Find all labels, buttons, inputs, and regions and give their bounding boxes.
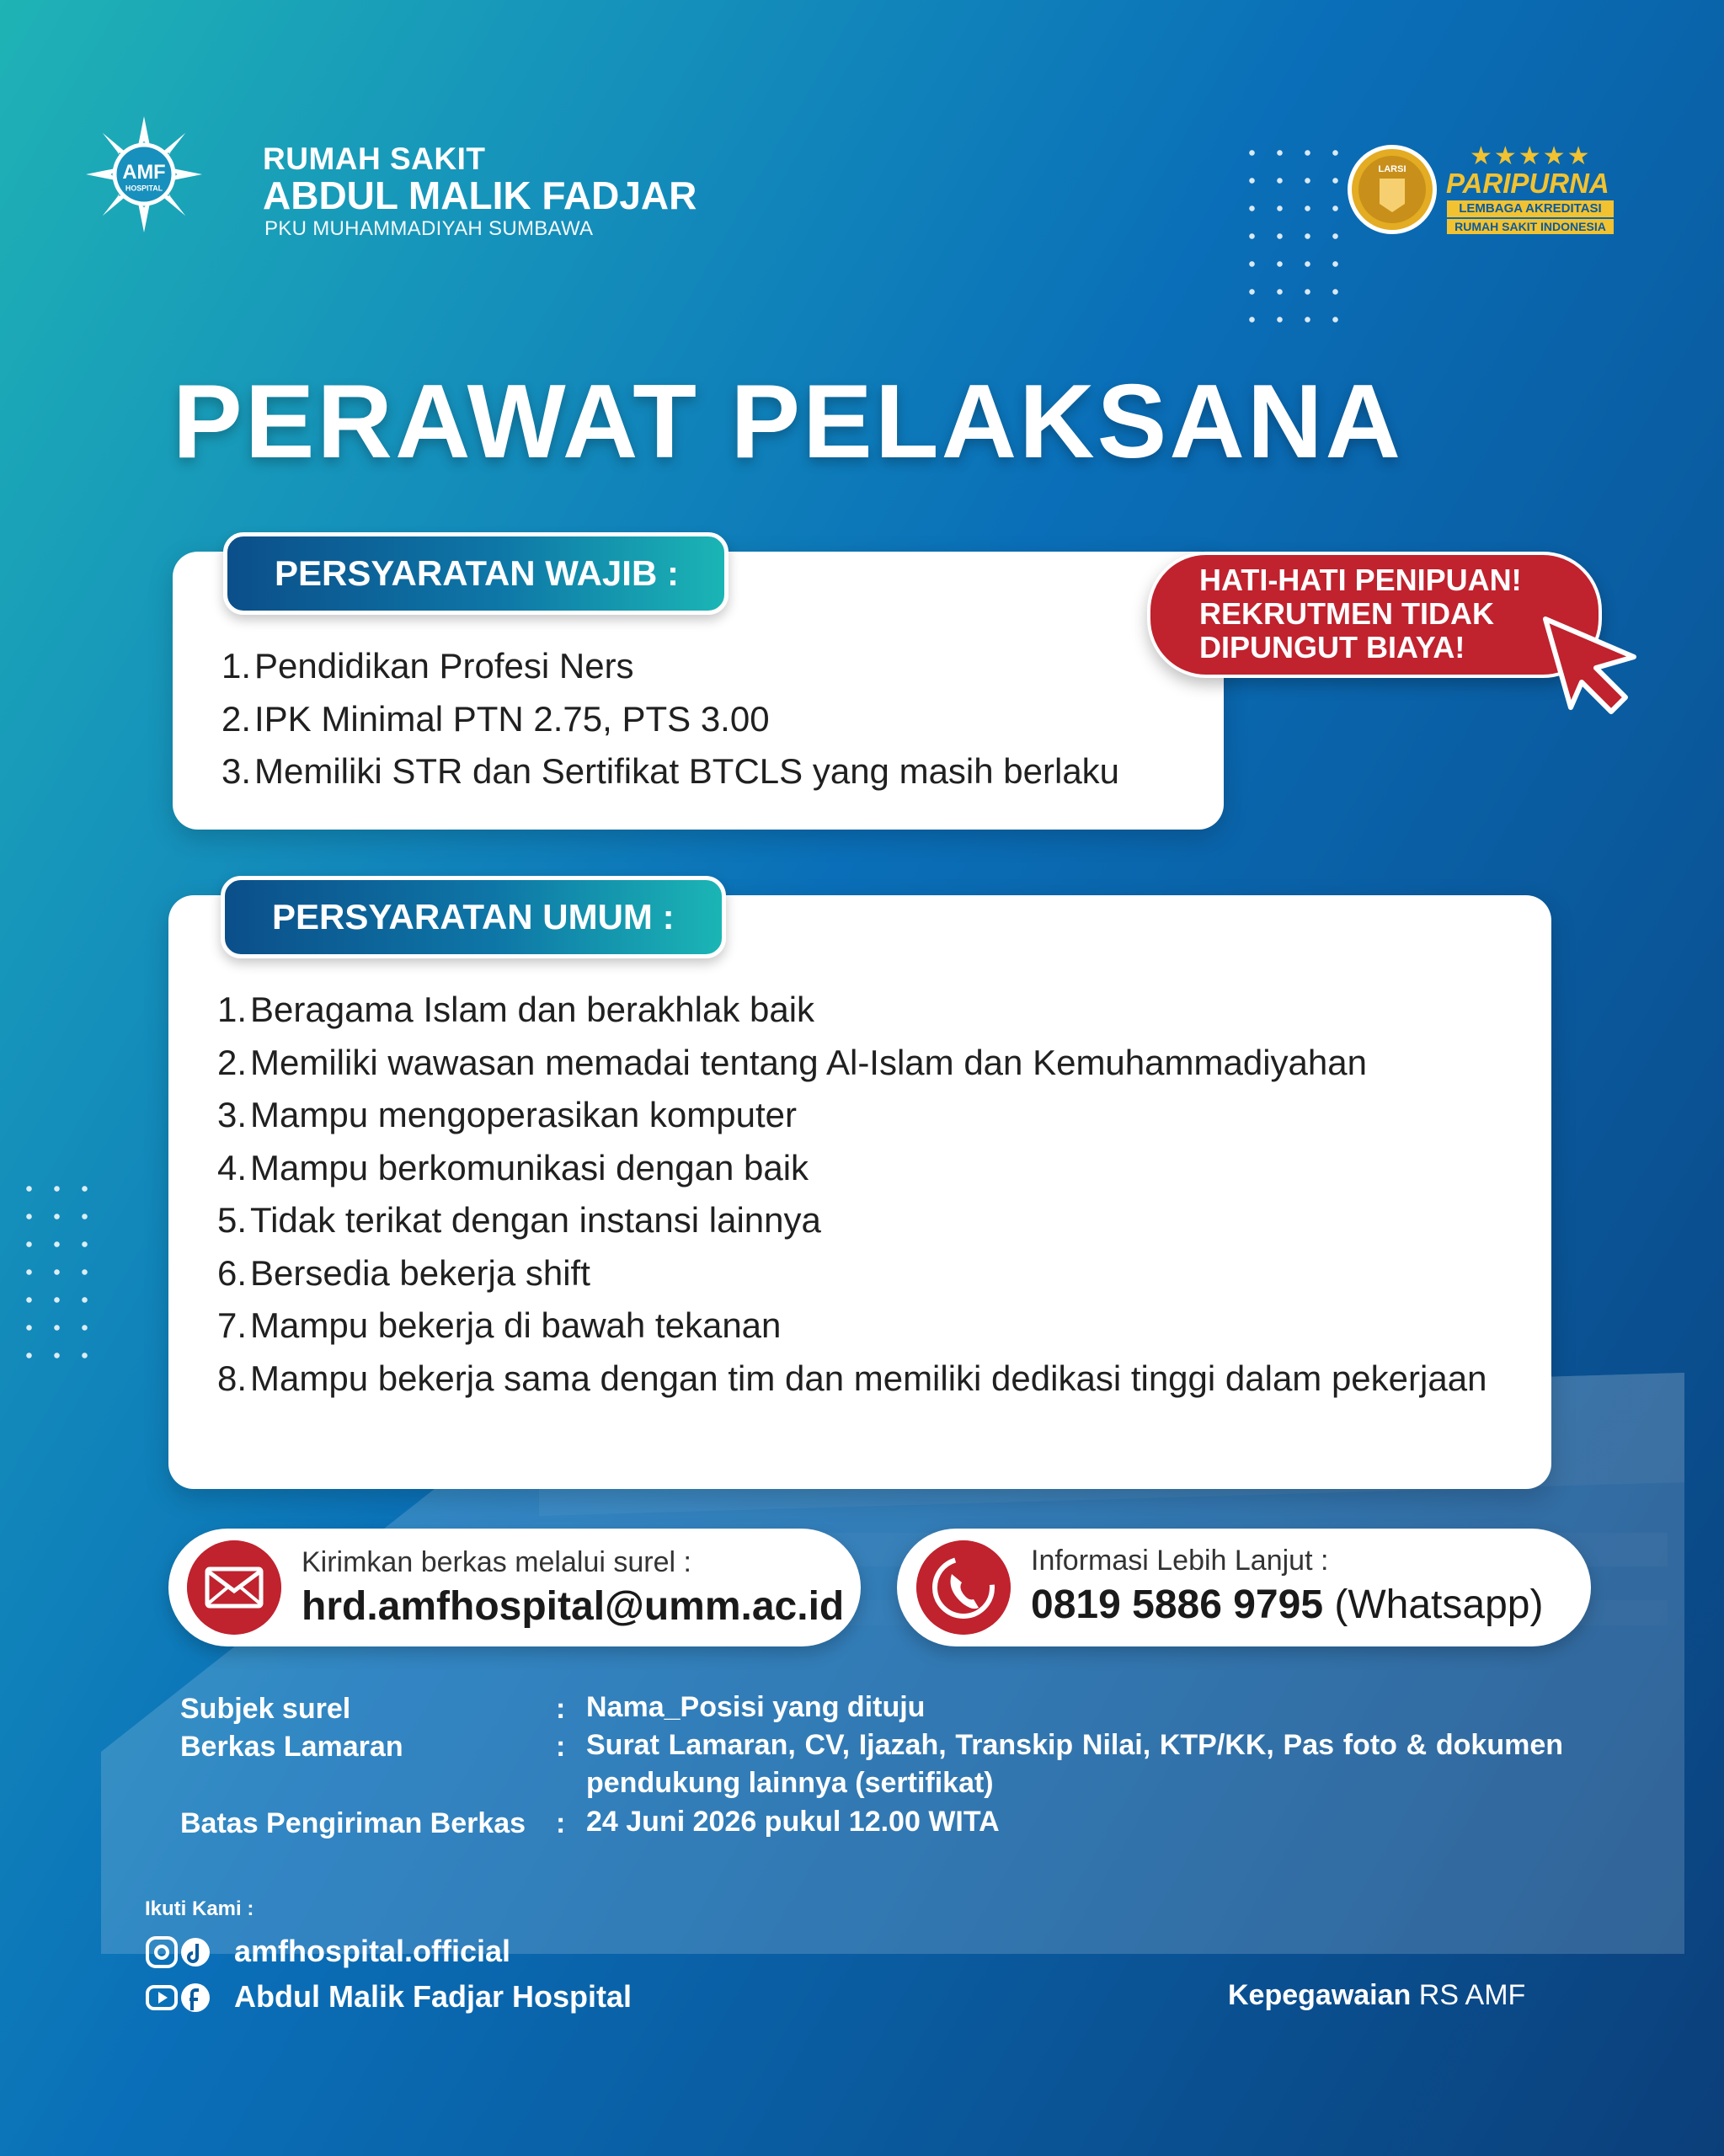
accreditation-subtitle2: RUMAH SAKIT INDONESIA	[1447, 219, 1614, 234]
list-item: 2. Memiliki wawasan memadai tentang Al-Islam dan Kemuhammadiyahan	[216, 1042, 1367, 1082]
umum-list	[173, 984, 1545, 1405]
hospital-name-line3: PKU MUHAMMADIYAH SUMBAWA	[264, 217, 594, 240]
list-item: 6. Bersedia bekerja shift	[216, 1252, 590, 1293]
list-item: 2. IPK Minimal PTN 2.75, PTS 3.00	[221, 698, 770, 739]
page-title: PERAWAT PELAKSANA	[173, 364, 1404, 480]
phone-label: Informasi Lebih Lanjut :	[1031, 1545, 1329, 1577]
list-item: 7. Mampu bekerja di bawah tekanan	[216, 1305, 782, 1345]
accreditation-subtitle1: LEMBAGA AKREDITASI	[1447, 200, 1614, 217]
wajib-heading: PERSYARATAN WAJIB :	[223, 532, 729, 615]
list-item: 4. Mampu berkomunikasi dengan baik	[216, 1147, 809, 1187]
instagram-icon	[147, 1938, 176, 1967]
department-signature: Kepegawaian RS AMF	[1228, 1979, 1526, 2011]
instagram-tiktok-icons	[145, 1935, 212, 1969]
social-youtube-facebook-name[interactable]: Abdul Malik Fadjar Hospital	[234, 1979, 632, 2014]
warning-text: HATI-HATI PENIPUAN! REKRUTMEN TIDAK DIPUNGUT BIAYA!	[1199, 563, 1522, 664]
list-item: 8. Mampu bekerja sama dengan tim dan memiliki dedikasi tinggi dalam pekerjaan	[216, 1358, 1487, 1398]
list-item: 3. Mampu mengoperasikan komputer	[216, 1095, 797, 1134]
dots-decoration-top	[1238, 139, 1349, 341]
logo-subtext: HOSPITAL	[125, 184, 163, 193]
accreditation-stars: ★★★★★	[1470, 142, 1592, 170]
phone-number[interactable]: 0819 5886 9795 (Whatsapp)	[1031, 1582, 1544, 1627]
detail-colon: :	[556, 1807, 566, 1839]
detail-label-deadline: Batas Pengiriman Berkas	[180, 1807, 526, 1839]
detail-label-files: Berkas Lamaran	[180, 1731, 403, 1763]
cursor-arrow-icon	[1537, 611, 1642, 716]
detail-colon: :	[556, 1693, 566, 1725]
list-item: 5. Tidak terikat dengan instansi lainnya	[216, 1200, 821, 1240]
hospital-logo-icon	[86, 116, 202, 232]
wajib-list	[177, 640, 1213, 798]
detail-label-subject: Subjek surel	[180, 1693, 351, 1725]
larsi-badge-icon	[1346, 143, 1438, 236]
accreditation-title: PARIPURNA	[1446, 168, 1609, 199]
larsi-badge-text: LARSI	[1378, 164, 1406, 174]
detail-value-subject: Nama_Posisi yang dituju	[586, 1691, 926, 1723]
logo-text: AMF	[122, 161, 166, 184]
list-item: 1. Pendidikan Profesi Ners	[221, 646, 634, 686]
email-label: Kirimkan berkas melalui surel :	[302, 1546, 691, 1578]
umum-heading: PERSYARATAN UMUM :	[221, 876, 726, 958]
list-item: 1. Beragama Islam dan berakhlak baik	[216, 990, 815, 1029]
detail-value-deadline: 24 Juni 2026 pukul 12.00 WITA	[586, 1806, 1000, 1838]
social-instagram-handle[interactable]: amfhospital.official	[234, 1934, 511, 1968]
detail-colon: :	[556, 1731, 566, 1763]
follow-label: Ikuti Kami :	[145, 1897, 254, 1920]
youtube-facebook-icons	[145, 1981, 212, 2015]
hospital-name-line2: ABDUL MALIK FADJAR	[263, 173, 697, 217]
dots-decoration-left	[15, 1175, 99, 1377]
phone-icon	[916, 1540, 1011, 1635]
list-item: 3. Memiliki STR dan Sertifikat BTCLS yang masih berlaku	[221, 751, 1120, 791]
hospital-name-line1: RUMAH SAKIT	[263, 141, 486, 176]
email-address[interactable]: hrd.amfhospital@umm.ac.id	[302, 1584, 845, 1629]
mail-icon	[187, 1540, 281, 1635]
detail-value-files: Surat Lamaran, CV, Ijazah, Transkip Nilai, KTP/KK, Pas foto & dokumen pendukung lainnya (sertifikat)	[586, 1729, 1563, 1799]
